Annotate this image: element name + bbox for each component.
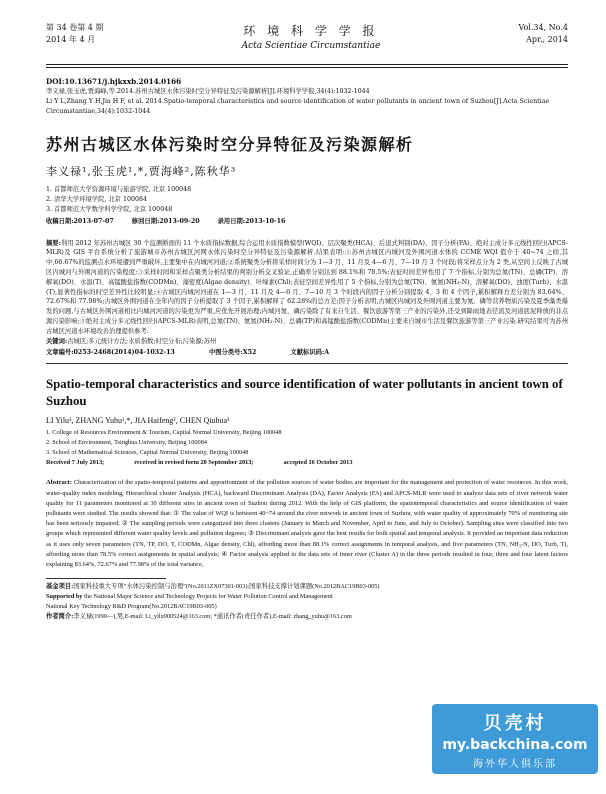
keywords-cn-text: 古城区;多元统计方法;水质指数;时空分布;污染源;苏州 — [67, 337, 217, 345]
footnote-rule — [46, 578, 166, 579]
journal-header — [46, 22, 568, 64]
footnote-author-label: 作者简介: — [46, 612, 74, 620]
affiliations-cn — [46, 185, 568, 214]
watermark-line-2: my.backchina.com — [442, 737, 588, 753]
footnotes — [46, 582, 568, 621]
footnote-funding-en-text: the National Major Science and Technology Projects for Water Pollution Control and Management — [84, 592, 333, 600]
footnote-author — [46, 612, 568, 622]
accepted-date-cn: 录用日期:2013-10-16 — [217, 217, 286, 225]
revised-date-en: received in revised form 20 September 2013; — [134, 458, 254, 466]
abstract-en-label: Abstract: — [46, 479, 72, 487]
doi[interactable]: DOI:10.13671/j.hjkxxb.2014.0166 — [46, 77, 182, 86]
affiliations-en — [46, 428, 568, 457]
affiliation-cn-2: 2. 清华大学环境学院, 北京 100084 — [46, 196, 148, 204]
authors-en: LI Yilu¹, ZHANG Yuhu¹,*, JIA Haifeng², CHEN Qiuhua³ — [46, 416, 230, 426]
journal-name-cn: 环 境 科 学 学 报 — [243, 24, 379, 38]
watermark-logo[interactable] — [432, 704, 598, 774]
volume-cn: 第 34 卷第 4 期 — [46, 23, 104, 32]
affiliation-en-3: 3. School of Mathematical Sciences, Capital Normal University, Beijing 100048 — [46, 448, 249, 456]
article-id: 文章编号:0253-2468(2014)04-1032-13 — [46, 349, 175, 357]
footnote-funding-cn — [46, 582, 568, 592]
abstract-en-text: Characterization of the spatio-temporal patterns and apportionment of the pollution sources of water bodies are important for the management and protection of water resources. In this work, water-quality index modeling, Hierarchical cluster Analysis (HCA), backward Discriminant Analysis (DA), Factor Analysis (FA) and APCS-MLR were used to analyze data sets of river network water quality for 11 parameters monitored at 30 different sites in ancient town of Suzhou during 2012. With the help of GIS platform, the spatiotemporal characteristics and source identification of water pollutants were studied. The results showed that: ① The value of WQI is between 40~74 around the river network in ancient town of Suzhou, with water quality of approximately 70% of monitoring site has been seriously impaired; ② The sampling periods were categorized into three clusters (January to March and November, April to June, and July to October). Sampling sites were classified into two groups which represented different water quality levels and pollution degrees; ③ Discriminant analysis gave the best results for both spatial and temporal analysis. It provided an important data reduction as it uses only seven parameters (TN, TP, DO, T, CODMn, Algae density, Chl), affording more than 88.1% correct assignments in temporal analysis, and five parameters (TN, NH₃-N, DO, Turb, T), affording more than 78.5% correct assignments in spatial analysis; ④ Factor analysis applied to the data sets of inner river (Cluster A) in the three periods resulted in four, three and four latent factors explaining 83.64%, 72.67% and 77.98% of the total variance, — [46, 479, 568, 568]
volume-en: Vol.34, No.4 — [518, 23, 568, 32]
footnote-author-text: 李义禄(1990—),男,E-mail: Li_yilu900524@163.com; *通讯作者(责任作者),E-mail: zhang_yuhu@163.com — [73, 612, 352, 620]
dates-en — [46, 458, 568, 468]
footnote-funding-cn-text: 国家科技重大专项“水体污染控制与治理”(No.2011ZX07301-003);国家科技支撑计划课题(No.2012BAC19B03-005) — [73, 583, 380, 591]
watermark-line-3: 海外华人俱乐部 — [473, 759, 557, 770]
received-date-cn: 收稿日期:2013-07-07 — [46, 217, 114, 225]
abstract-cn — [46, 239, 568, 337]
citation-cn: 李义禄,张玉虎,贾海峰,等.2014.苏州古城区水体污染时空分异特征及污染源解析[J].环境科学学报,34(4):1032-1044 — [46, 88, 370, 95]
clc-number: 中图分类号:X52 — [208, 349, 257, 357]
keywords-cn — [46, 337, 568, 347]
abstract-en — [46, 478, 568, 570]
accepted-date-en: accepted 16 October 2013 — [283, 458, 353, 466]
affiliation-en-1: 1. College of Resources Environment & Tourism, Capital Normal University, Beijing 100048 — [46, 429, 282, 437]
header-left — [46, 22, 103, 46]
watermark-line-1: 贝壳村 — [483, 713, 547, 734]
revised-date-cn: 修回日期:2013-09-20 — [131, 217, 200, 225]
dates-cn — [46, 217, 568, 227]
title-en: Spatio-temporal characteristics and source identification of water pollutants in ancient town of Suzhou — [46, 377, 563, 409]
keywords-cn-label: 关键词: — [46, 337, 68, 345]
date-en: Apr., 2014 — [526, 35, 568, 44]
paper-page — [46, 22, 568, 621]
citation-en: Li Y L,Zhang Y H,Jia H F, et al. 2014.Spatio-temporal characteristics and source identification of water pollutants in ancient town of Suzhou[J].Acta Scientiae Circumstantiae,34(4):1032-1044 — [46, 97, 550, 115]
affiliation-en-2: 2. School of Environment, Tsinghua University, Beijing 100084 — [46, 438, 207, 446]
footnote-funding-en-label: Supported by — [46, 592, 83, 600]
journal-name-en: Acta Scientiae Circumstantiae — [241, 41, 381, 51]
affiliation-cn-1: 1. 首都师范大学资源环境与旅游学院, 北京 100048 — [46, 186, 192, 194]
affiliation-cn-3: 3. 首都师范大学数学科学学院, 北京 100048 — [46, 205, 173, 213]
header-rule — [46, 64, 568, 68]
footnote-funding-cn-label: 基金项目: — [46, 583, 74, 591]
title-cn: 苏州古城区水体污染时空分异特征及污染源解析 — [46, 135, 414, 155]
footnote-funding-en — [46, 592, 568, 602]
header-right — [518, 22, 568, 46]
abstract-cn-label: 摘要: — [46, 239, 61, 247]
document-code: 文献标识码:A — [290, 349, 330, 357]
date-cn: 2014 年 4 月 — [46, 35, 96, 44]
header-center — [103, 22, 518, 51]
authors-cn: 李义禄¹,张玉虎¹,*,贾海峰²,陈秋华³ — [46, 165, 237, 179]
section-divider — [46, 363, 568, 364]
article-meta-cn — [46, 348, 568, 358]
abstract-cn-text: 利用 2012 年苏州古城区 30 个监测断面的 11 个水质指标数据,综合运用水质指数模型(WQI)、层次聚类(HCA)、后退式判别(DA)、因子分析(FA)、绝对主成分多元线性回归(APCS-MLR)及 GIS 平台系统分析了旅游城市苏州古城区河网水体污染时空分异特征及污染源解析.结果表明:①苏州古城区内城河及外围河道水体的 CCME WQI 值介于 40~74 之间,其中,66.67%的监测点水环境遭到严重破坏,主要集中在内城河河道;②系统聚类分析将采样时间分为 1—3 月、11 月及 4—6 月、7—10 月 3 个时段;将采样点分为 2 类,从空间上反映了古城区内城河与外围河道的污染程度;③采样时间和采样点聚类分析结果的判别分析交叉验证,正确率分别达到 88.1%和 78.5%;表征时间差异性用了 7 个指标,分别为总氮(TN)、总磷(TP)、溶解氧(DO)、水温(T)、高锰酸盐指数(CODMn)、藻密度(Algae density)、叶绿素(Chl);表征空间差异性用了 5 个指标,分别为总氮(TN)、氨氮(NH₃-N)、溶解氧(DO)、浊度(Turb)、水温(T),显著性指标的时空差异性比较明显;④古城区内城河河道在 1—3 月、11 月及 4—6 月、7—10 月 3 个时段内的因子分析分别提取 4、3 和 4 个因子,累积解释方差分别为 83.64%、72.67%和 77.98%;古城区外围河道在全年内的因子分析提取了 3 个因子,累积解释了 62.28%的总方差;因子分析表明,古城区内城河及外围河道主要为氮、磷等营养物质污染及夏季藻类爆发的问题,与古城区外围河道相比内城河河道的污染更为严重,应优先开展治理;内城河氮、磷污染除了有来自生活、餐饮旅游等第三产业的污染外,还受到降雨地表径流及河道底泥释放的非点源污染影响;⑤绝对主成分多元线性回归(APCS-MLR)表明,总氮(TN)、氨氮(NH₃-N)、总磷(TP)和高锰酸盐指数(CODMn)主要来自城市生活及餐饮旅游等第三产业污染.研究结果可为苏州古城区河道水环境改善治理提供参考. — [46, 239, 569, 335]
received-date-en: Received 7 July 2013; — [46, 458, 105, 466]
footnote-funding-en-2: National Key Technology R&D Program(No.2012BAC19B03-005) — [46, 602, 217, 610]
